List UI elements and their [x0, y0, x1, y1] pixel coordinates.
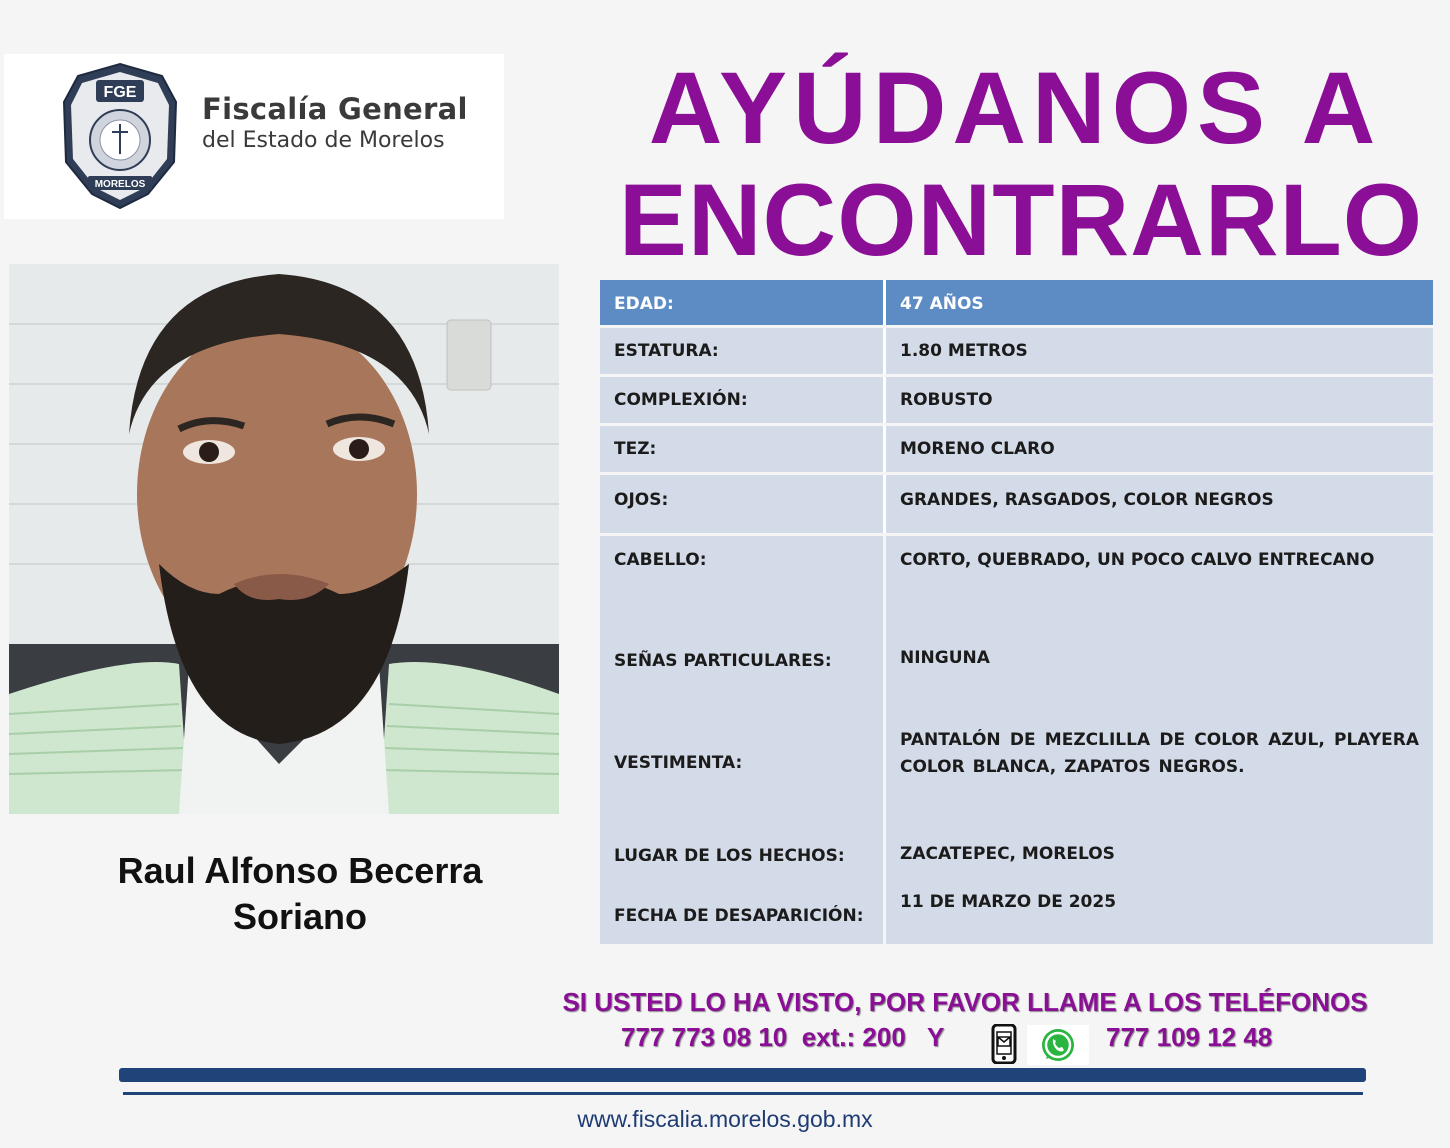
org-name-line1: Fiscalía General — [202, 92, 468, 126]
row-value: CORTO, QUEBRADO, UN POCO CALVO ENTRECANO — [900, 550, 1375, 570]
phone-number-1[interactable]: 777 773 08 10 ext.: 200 Y — [621, 1022, 945, 1052]
headline-line1: AYÚDANOS A — [648, 51, 1382, 165]
website-link[interactable]: www.fiscalia.morelos.gob.mx — [577, 1106, 873, 1132]
row-label: TEZ: — [600, 426, 883, 472]
row-label: LUGAR DE LOS HECHOS: — [614, 846, 845, 866]
details-table — [600, 280, 1433, 944]
missing-person-photo — [9, 264, 559, 814]
row-label: FECHA DE DESAPARICIÓN: — [614, 906, 864, 926]
footer-divider — [123, 1092, 1363, 1095]
row-value: ROBUSTO — [886, 377, 1433, 423]
table-row — [600, 475, 1433, 533]
badge-bottom-text: MORELOS — [94, 179, 146, 190]
row-value: GRANDES, RASGADOS, COLOR NEGROS — [886, 475, 1433, 533]
row-label: VESTIMENTA: — [614, 753, 743, 773]
phone-number-2[interactable]: 777 109 12 48 — [1106, 1022, 1273, 1052]
row-label: ESTATURA: — [600, 328, 883, 374]
row-value: ZACATEPEC, MORELOS — [900, 844, 1115, 864]
row-label: EDAD: — [600, 280, 883, 325]
call-to-action: SI USTED LO HA VISTO, POR FAVOR LLAME A LOS TELÉFONOS — [562, 987, 1368, 1017]
row-value: 11 DE MARZO DE 2025 — [900, 892, 1117, 912]
person-name-line1: Raul Alfonso Becerra — [117, 850, 483, 891]
fge-shield-logo — [58, 62, 182, 212]
footer-bar — [119, 1068, 1366, 1082]
labels-column — [600, 536, 883, 944]
table-row-group — [600, 536, 1433, 944]
person-name — [60, 848, 540, 940]
table-row — [600, 328, 1433, 374]
headline — [600, 52, 1450, 276]
table-row — [600, 377, 1433, 423]
row-value: 1.80 METROS — [886, 328, 1433, 374]
badge-text: FGE — [103, 84, 137, 101]
row-value: PANTALÓN DE MEZCLILLA DE COLOR AZUL, PLAYERA COLOR BLANCA, ZAPATOS NEGROS. — [900, 730, 1419, 777]
headline-line2: ENCONTRARLO — [618, 163, 1424, 277]
row-value: 47 AÑOS — [886, 280, 1433, 325]
table-row — [600, 426, 1433, 472]
row-label: CABELLO: — [614, 550, 707, 570]
row-label: OJOS: — [600, 475, 883, 533]
row-value: MORENO CLARO — [886, 426, 1433, 472]
org-name-line2: del Estado de Morelos — [202, 128, 445, 153]
row-value: NINGUNA — [900, 648, 990, 668]
mobile-phone-icon — [990, 1024, 1018, 1064]
person-name-line2: Soriano — [232, 896, 367, 937]
whatsapp-icon-box — [1027, 1025, 1089, 1065]
logo-block — [4, 54, 504, 219]
row-label: SEÑAS PARTICULARES: — [614, 651, 832, 671]
row-label: COMPLEXIÓN: — [600, 377, 883, 423]
whatsapp-icon — [1027, 1025, 1089, 1065]
table-row — [600, 280, 1433, 325]
values-column — [886, 536, 1433, 944]
org-name — [202, 92, 468, 153]
